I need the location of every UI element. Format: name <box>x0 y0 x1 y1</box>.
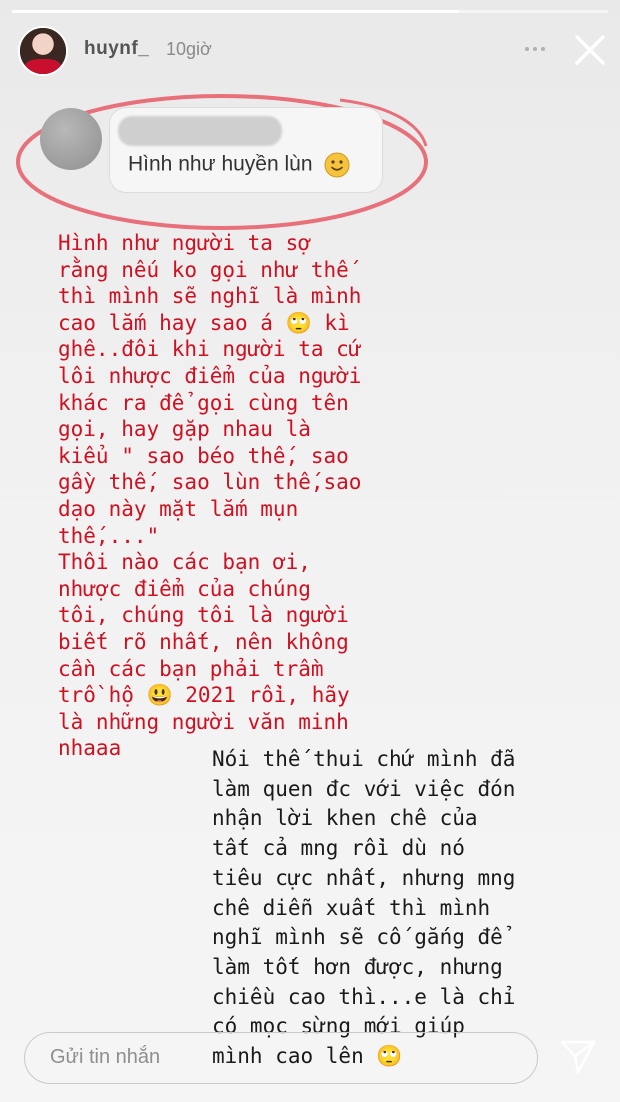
timestamp: 10giờ <box>166 39 212 59</box>
blurred-commenter-name <box>118 116 282 146</box>
comment-text-label: Hình như huyền lùn <box>128 152 313 176</box>
more-dots-icon[interactable] <box>520 34 550 64</box>
caption-black-text: Nói thế thui chứ mình đã làm quen đc với việc đón nhận lời khen chê của tất cả mng rồi dù nó tiêu cực nhất, nhưng mng chê diễn xuất thì mình nghĩ mình sẽ cố gắng để làm tốt hơn được, nhưng chiều cao thì...e là chỉ có mọc sừng mới giúp mình cao lên 🙄 <box>212 747 516 1069</box>
close-icon[interactable] <box>570 30 610 70</box>
username[interactable]: huynf_ <box>84 38 150 59</box>
send-icon[interactable] <box>558 1036 598 1076</box>
story-progress-bar <box>12 10 608 13</box>
story-progress-fill <box>12 10 459 13</box>
comment-text <box>128 152 350 178</box>
comment-avatar <box>40 108 102 170</box>
message-placeholder: Gửi tin nhắn <box>50 1046 161 1068</box>
slight-smile-emoji-icon <box>324 152 350 178</box>
avatar[interactable] <box>18 26 68 76</box>
caption-red-text: Hình như người ta sợ rằng nếu ko gọi như thế thì mình sẽ nghĩ là mình cao lắm hay sao á 🙄 kì ghê..đôi khi người ta cứ lôi nhược điểm của người khác ra để gọi cùng tên gọi, hay gặp nhau là kiểu " sao béo thế, sao gầy thế, sao lùn thế,sao dạo này mặt lắm mụn thế,..." Thôi nào các bạn ơi, nhược điểm của chúng tôi, chúng tôi là người biết rõ nhất, nên không cần các bạn phải trầm trồ hộ 😃 2021 rồi, hãy là những người văn minh nhaaa <box>58 231 362 761</box>
